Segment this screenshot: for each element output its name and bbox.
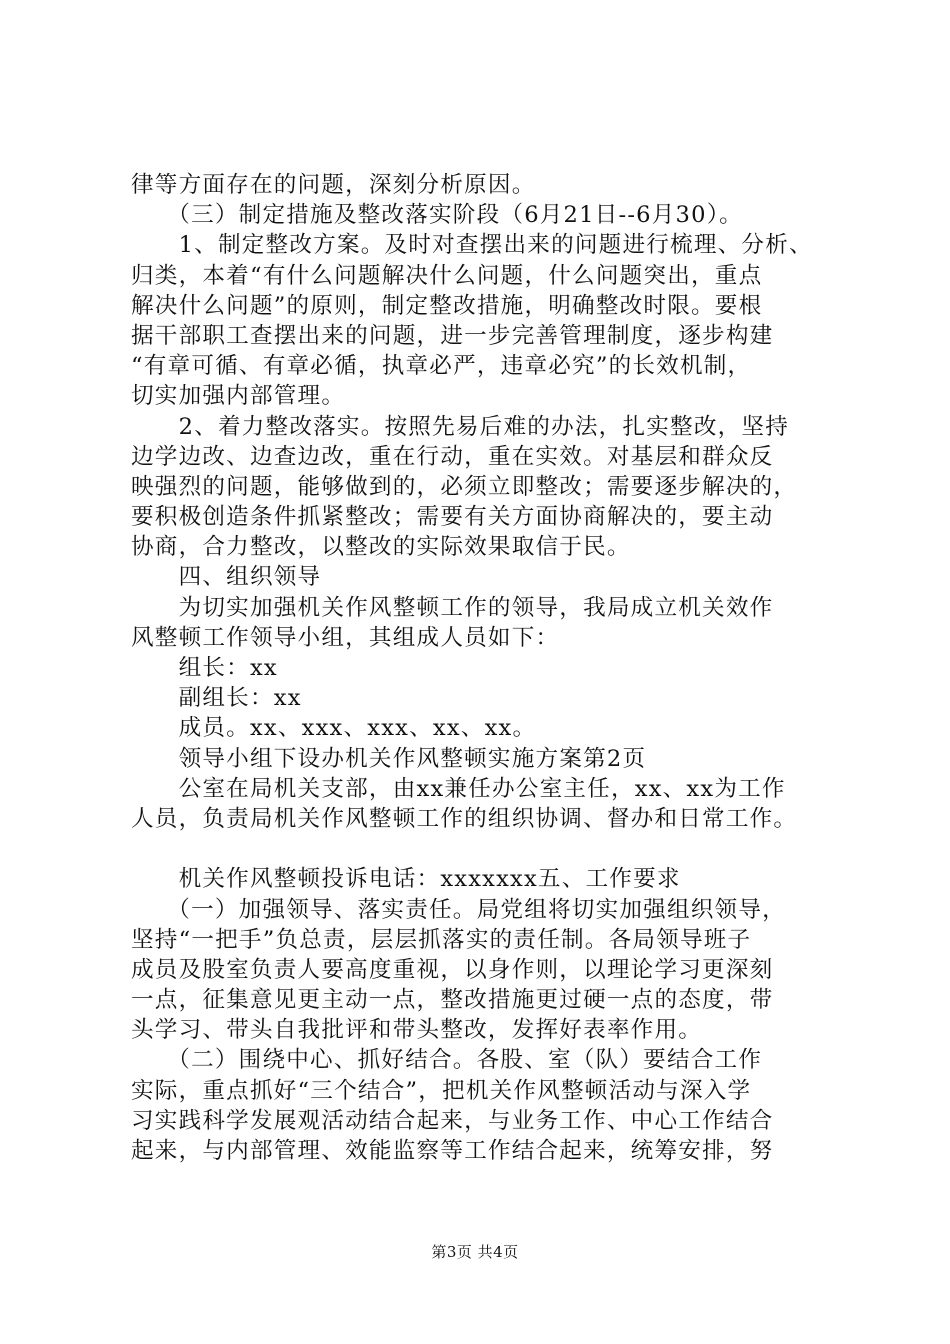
text-line: 领导小组下设办机关作风整顿实施方案第2页 [131,745,647,772]
text-line: （二）围绕中心、抓好结合。各股、室（队）要结合工作 [131,1047,763,1074]
text-line: 律等方面存在的问题，深刻分析原因。 [131,172,536,198]
text-line: 习实践科学发展观活动结合起来，与业务工作、中心工作结合 [131,1107,774,1134]
document-body [131,170,831,1166]
text-line: 协商，合力整改，以整改的实际效果取信于民。 [131,534,631,561]
text-line: 成员。xx、xxx、xxx、xx、xx。 [131,715,537,742]
text-line: 实际，重点抓好“三个结合”，把机关作风整顿活动与深入学 [131,1077,752,1104]
page-footer [0,1242,950,1262]
text-line: 头学习、带头自我批评和带头整改，发挥好表率作用。 [131,1017,703,1044]
page-number-label: 第3页 共4页 [431,1243,519,1261]
text-line: 起来，与内部管理、效能监察等工作结合起来，统筹安排，努 [131,1138,774,1164]
text-line: 归类，本着“有什么问题解决什么问题，什么问题突出，重点 [131,262,763,289]
text-line: 边学边改、边查边改，重在行动，重在实效。对基层和群众反 [131,443,774,470]
text-line: 据干部职工查摆出来的问题，进一步完善管理制度，逐步构建 [131,322,774,349]
text-line: 1、制定整改方案。及时对查摆出来的问题进行梳理、分析、 [131,232,813,259]
text-line: 风整顿工作领导小组，其组成人员如下： [131,624,560,651]
text-line: 为切实加强机关作风整顿工作的领导，我局成立机关效作 [131,594,774,621]
text-line: 2、着力整改落实。按照先易后难的办法，扎实整改，坚持 [131,413,790,440]
text-line: 一点，征集意见更主动一点，整改措施更过硬一点的态度，带 [131,987,774,1014]
text-line: 机关作风整顿投诉电话：xxxxxxx五、工作要求 [131,866,681,893]
section-heading-4: 四、组织领导 [131,564,322,591]
text-line: 成员及股室负责人要高度重视，以身作则，以理论学习更深刻 [131,956,774,983]
text-line: 要积极创造条件抓紧整改；需要有关方面协商解决的，要主动 [131,504,774,531]
text-line: （一）加强领导、落实责任。局党组将切实加强组织领导， [131,896,786,923]
text-line: 公室在局机关支部，由xx兼任办公室主任，xx、xx为工作 [131,775,786,802]
text-line: 坚持“一把手”负总责，层层抓落实的责任制。各局领导班子 [131,926,752,953]
text-line: 解决什么问题”的原则，制定整改措施，明确整改时限。要根 [131,292,763,319]
text-line: 人员，负责局机关作风整顿工作的组织协调、督办和日常工作。 [131,805,798,832]
blank-line [131,834,831,864]
text-line: 切实加强内部管理。 [131,383,346,410]
text-line: 映强烈的问题，能够做到的，必须立即整改；需要逐步解决的， [131,473,798,500]
section-heading-3: （三）制定措施及整改落实阶段（6月21日--6月30）。 [131,202,743,229]
text-line: 组长：xx [131,655,278,681]
text-line: 副组长：xx [131,685,302,712]
text-line: “有章可循、有章必循，执章必严，违章必究”的长效机制， [131,353,752,380]
